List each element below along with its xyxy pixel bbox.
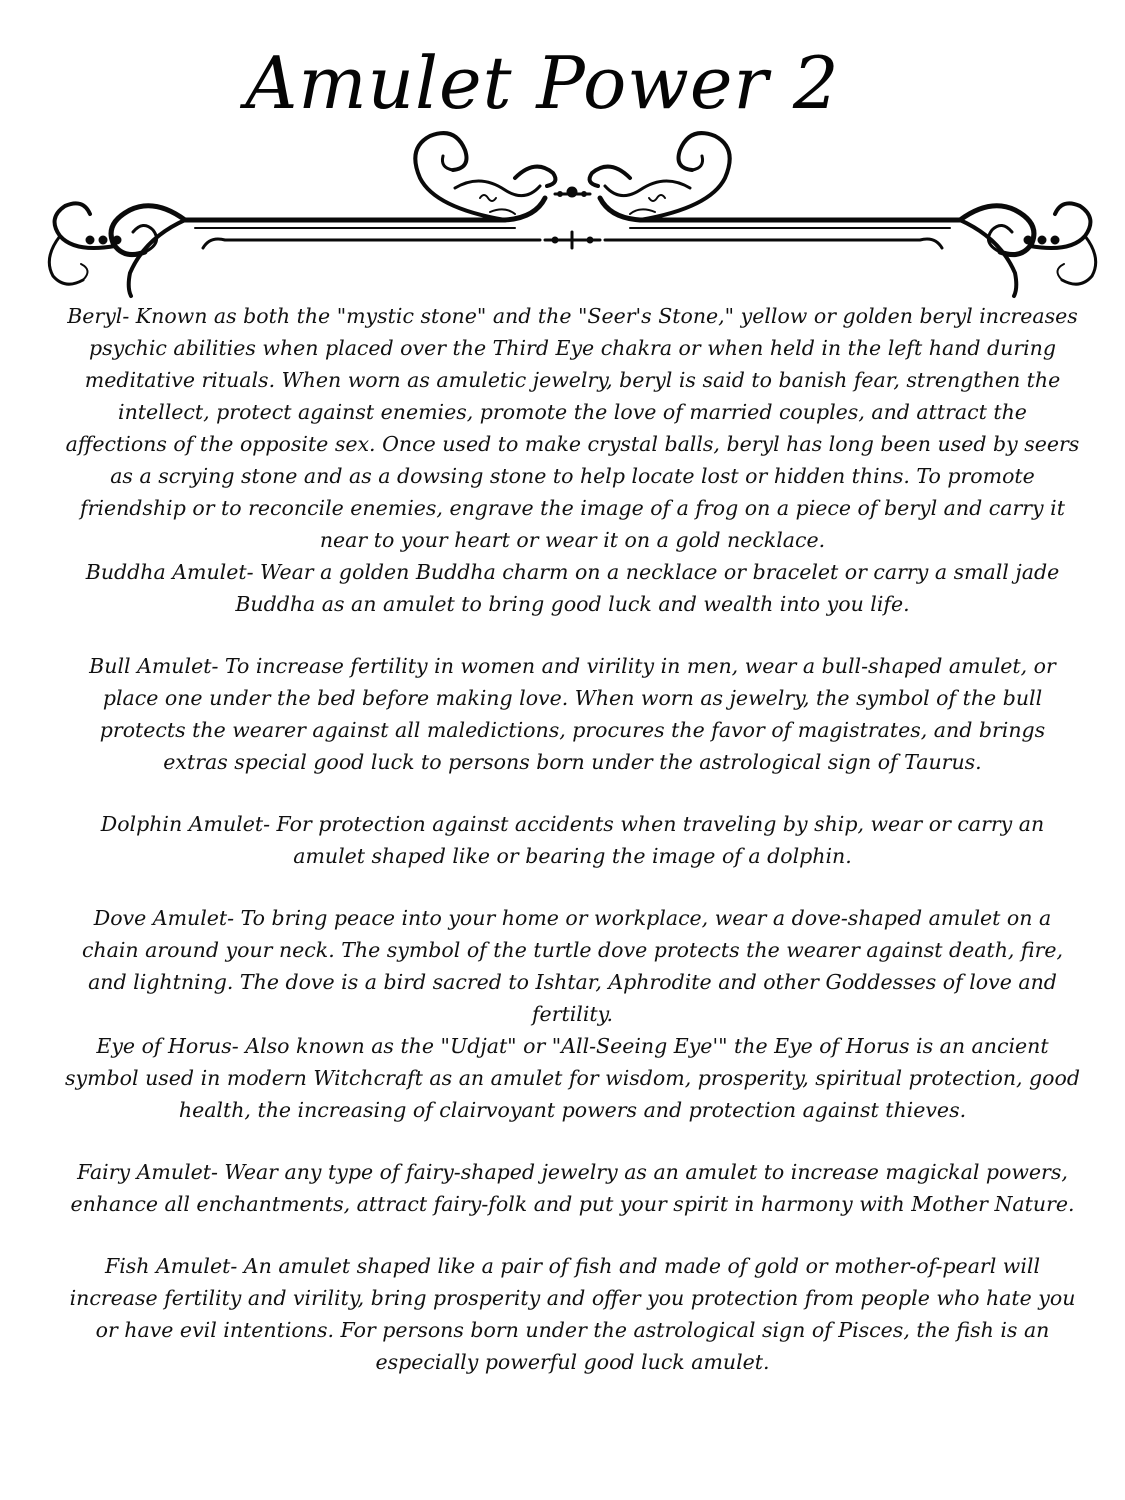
entry-dolphin-amulet: Dolphin Amulet- For protection against accidents when traveling by ship, wear or carry an amulet shaped like or bearing the image of a dolphin. (100, 812, 1045, 868)
entry-eye-of-horus: Eye of Horus- Also known as the "Udjat" or "All-Seeing Eye'" the Eye of Horus is an ancient symbol used in modern Witchcraft as an amulet for wisdom, prosperity, spiritual protection, good health, the increasing of clairvoyant powers and protection against thieves. (65, 1034, 1080, 1122)
scroll-flourish-icon (35, 128, 1110, 303)
entry-dove-amulet: Dove Amulet- To bring peace into your home or workplace, wear a dove-shaped amulet on a chain around your neck. The symbol of the turtle dove protects the wearer against death, fire, and lightning. The dove is a bird sacred to Ishtar, Aphrodite and other Goddesses of love and fertility. (81, 906, 1064, 1026)
paragraph-gap (65, 872, 1080, 902)
paragraph-gap (65, 1220, 1080, 1250)
entries-list (65, 300, 1080, 1378)
page-title: Amulet Power 2 (245, 41, 840, 125)
paragraph-gap (65, 778, 1080, 808)
entry-fish-amulet: Fish Amulet- An amulet shaped like a pair of fish and made of gold or mother-of-pearl will increase fertility and virility, bring prosperity and offer you protection from people who hate you or have evil intentions. For persons born under the astrological sign of Pisces, the fish is an especially powerful good luck amulet. (69, 1254, 1076, 1374)
paragraph-gap (65, 1126, 1080, 1156)
entry-fairy-amulet: Fairy Amulet- Wear any type of fairy-shaped jewelry as an amulet to increase magickal powers, enhance all enchantments, attract fairy-folk and put your spirit in harmony with Mother Nature. (70, 1160, 1075, 1216)
entry-beryl: Beryl- Known as both the "mystic stone" and the "Seer's Stone," yellow or golden beryl increases psychic abilities when placed over the Third Eye chakra or when held in the left hand during meditative rituals. When worn as amuletic jewelry, beryl is said to banish fear, strengthen the intellect, protect against enemies, promote the love of married couples, and attract the affections of the opposite sex. Once used to make crystal balls, beryl has long been used by seers as a scrying stone and as a dowsing stone to help locate lost or hidden thins. To promote friendship or to reconcile enemies, engrave the image of a frog on a piece of beryl and carry it near to your heart or wear it on a gold necklace. (65, 304, 1080, 552)
paragraph-gap (65, 620, 1080, 650)
entry-bull-amulet: Bull Amulet- To increase fertility in women and virility in men, wear a bull-shaped amulet, or place one under the bed before making love. When worn as jewelry, the symbol of the bull protects the wearer against all maledictions, procures the favor of magistrates, and brings extras special good luck to persons born under the astrological sign of Taurus. (89, 654, 1056, 774)
entry-buddha-amulet: Buddha Amulet- Wear a golden Buddha charm on a necklace or bracelet or carry a small jade Buddha as an amulet to bring good luck and wealth into you life. (85, 560, 1060, 616)
